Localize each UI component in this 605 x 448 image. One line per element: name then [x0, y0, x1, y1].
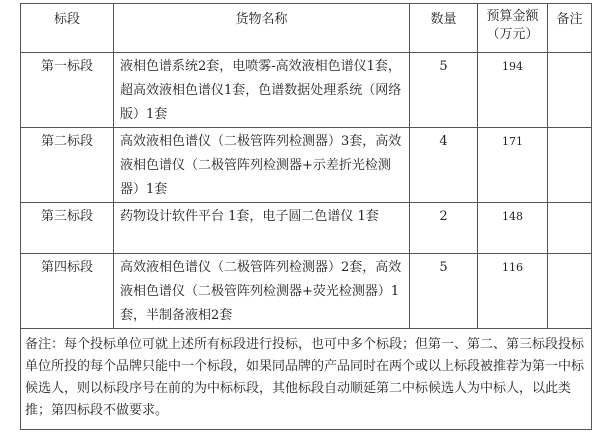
header-budget [478, 4, 548, 53]
note-cell [21, 329, 592, 430]
budget-cell: 171 [478, 128, 548, 203]
goods-cell: 高效液相色谱仪（二极管阵列检测器）3套，高效液相色谱仪（二极管阵列检测器+示差折光检测器）1套 [114, 128, 410, 203]
remark-cell [548, 203, 592, 254]
segment-cell: 第二标段 [21, 128, 114, 203]
goods-cell: 高效液相色谱仪（二极管阵列检测器）2套，高效液相色谱仪（二极管阵列检测器+荧光检测器）1套，半制备液相2套 [114, 254, 410, 329]
segment-cell: 第一标段 [21, 53, 114, 128]
goods-cell: 药物设计软件平台 1套，电子圆二色谱仪 1套 [114, 203, 410, 254]
header-remark: 备注 [548, 4, 592, 53]
note-text: 备注：每个投标单位可就上述所有标段进行投标，也可中多个标段；但第一、第二、第三标段投标单位所投的每个品牌只能中一个标段，如果同品牌的产品同时在两个或以上标段被推荐为第一中标候选人，则以标段序号在前的为中标标段，其他标段自动顺延第二中标候选人为中标人，以此类推；第四标段不做要求。 [25, 337, 585, 418]
remark-cell [548, 128, 592, 203]
remark-cell [548, 254, 592, 329]
segment-cell: 第四标段 [21, 254, 114, 329]
procurement-table [20, 3, 592, 430]
quantity-cell: 2 [410, 203, 478, 254]
table-row [21, 128, 592, 203]
table-row [21, 254, 592, 329]
budget-cell: 116 [478, 254, 548, 329]
header-budget-line1: 预算金额 [486, 9, 539, 24]
table-row [21, 53, 592, 128]
table-row [21, 203, 592, 254]
remark-cell [548, 53, 592, 128]
note-row [21, 329, 592, 430]
header-budget-line2: （万元） [486, 27, 539, 42]
budget-cell: 194 [478, 53, 548, 128]
quantity-cell: 5 [410, 254, 478, 329]
budget-cell: 148 [478, 203, 548, 254]
header-goods: 货物名称 [114, 4, 410, 53]
segment-cell: 第三标段 [21, 203, 114, 254]
header-row [21, 4, 592, 53]
quantity-cell: 5 [410, 53, 478, 128]
quantity-cell: 4 [410, 128, 478, 203]
goods-cell: 液相色谱系统2套，电喷雾-高效液相色谱仪1套，超高效液相色谱仪1套，色谱数据处理系统（网络版）1套 [114, 53, 410, 128]
header-quantity: 数量 [410, 4, 478, 53]
header-segment: 标段 [21, 4, 114, 53]
